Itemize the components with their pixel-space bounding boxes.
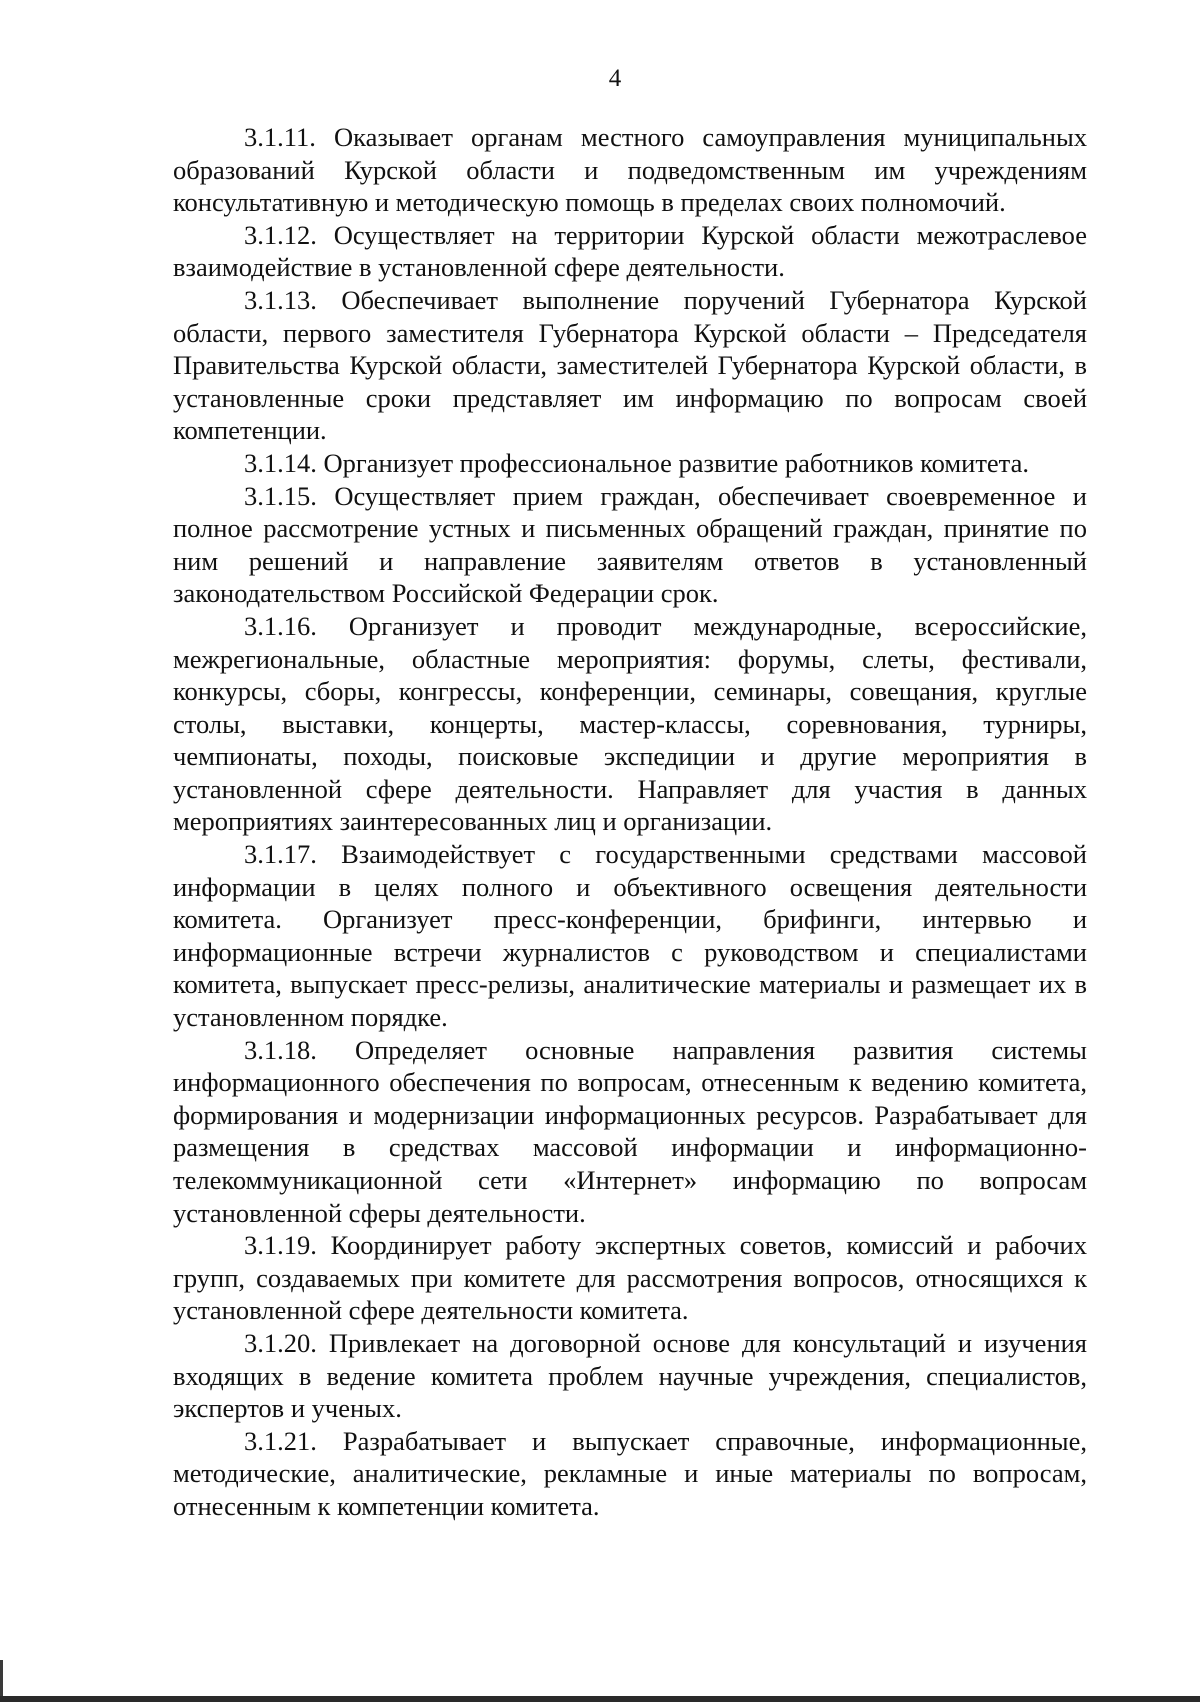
scan-edge-bottom — [0, 1696, 1200, 1702]
document-body — [173, 121, 1087, 1523]
paragraph-3-1-13: 3.1.13. Обеспечивает выполнение поручений Губернатора Курской области, первого заместителя Губернатора Курской области – Председателя Правительства Курской области, заместителей Губернатора Курской области, в установленные сроки представляет им информацию по вопросам своей компетенции. — [173, 284, 1087, 446]
paragraph-3-1-12: 3.1.12. Осуществляет на территории Курской области межотраслевое взаимодействие в установленной сфере деятельности. — [173, 219, 1087, 283]
paragraph-3-1-19: 3.1.19. Координирует работу экспертных советов, комиссий и рабочих групп, создаваемых при комитете для рассмотрения вопросов, относящихся к установленной сфере деятельности комитета. — [173, 1230, 1087, 1326]
paragraph-3-1-14: 3.1.14. Организует профессиональное развитие работников комитета. — [244, 447, 1029, 478]
paragraph-3-1-11: 3.1.11. Оказывает органам местного самоуправления муниципальных образований Курской области и подведомственным им учреждениям консультативную и методическую помощь в пределах своих полномочий. — [173, 122, 1087, 218]
paragraph-3-1-18: 3.1.18. Определяет основные направления развития системы информационного обеспечения по вопросам, отнесенным к ведению комитета, формирования и модернизации информационных ресурсов. Разрабатывает для размещения в средствах массовой информации и информационно-телекоммуникационной сети «Интернет» информацию по вопросам установленной сферы деятельности. — [173, 1034, 1087, 1228]
page-number: 4 — [608, 65, 622, 92]
paragraph-3-1-21: 3.1.21. Разрабатывает и выпускает справочные, информационные, методические, аналитические, рекламные и иные материалы по вопросам, отнесенным к компетенции комитета. — [173, 1425, 1087, 1521]
paragraph-3-1-20: 3.1.20. Привлекает на договорной основе для консультаций и изучения входящих в ведение комитета проблем научные учреждения, специалистов, экспертов и ученых. — [173, 1327, 1087, 1424]
paragraph-3-1-15: 3.1.15. Осуществляет прием граждан, обеспечивает своевременное и полное рассмотрение устных и письменных обращений граждан, принятие по ним решений и направление заявителям ответов в установленный законодательством Российской Федерации срок. — [173, 480, 1087, 609]
paragraph-3-1-17: 3.1.17. Взаимодействует с государственными средствами массовой информации в целях полного и объективного освещения деятельности комитета. Организует пресс-конференции, брифинги, интервью и информационные встречи журналистов с руководством и специалистами комитета, выпускает пресс-релизы, аналитические материалы и размещает их в установленном порядке. — [173, 839, 1087, 1033]
paragraph-3-1-16: 3.1.16. Организует и проводит международные, всероссийские, межрегиональные, областные мероприятия: форумы, слеты, фестивали, конкурсы, сборы, конгрессы, конференции, семинары, совещания, круглые столы, выставки, концерты, мастер-классы, соревнования, турниры, чемпионаты, походы, поисковые экспедиции и другие мероприятия в установленной сфере деятельности. Направляет для участия в данных мероприятиях заинтересованных лиц и организации. — [173, 610, 1087, 837]
